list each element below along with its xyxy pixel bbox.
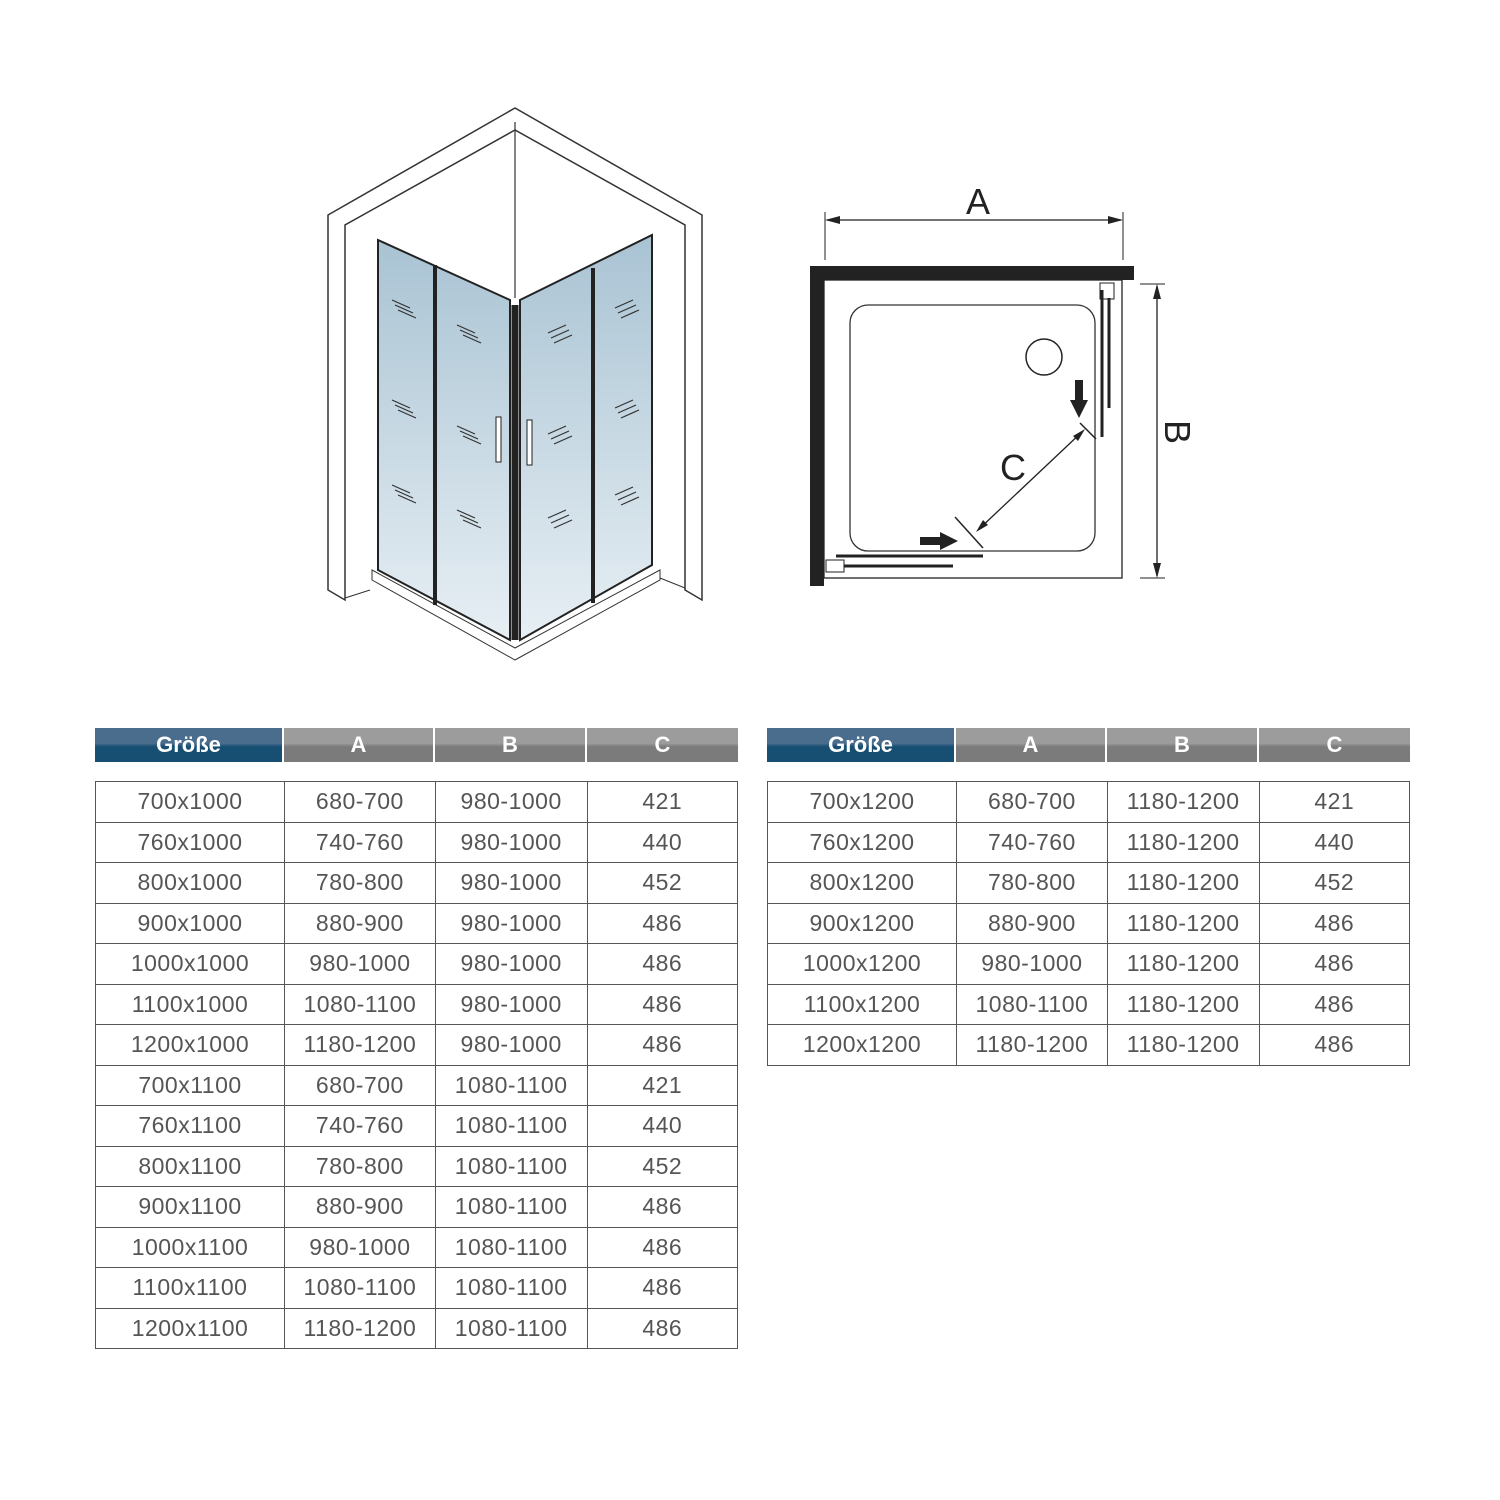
header-a: A <box>956 728 1107 762</box>
cell-size: 1000x1000 <box>96 944 285 985</box>
cell-c: 486 <box>587 944 738 985</box>
cell-b: 980-1000 <box>435 903 587 944</box>
cell-a: 780-800 <box>285 1146 436 1187</box>
table-row <box>768 863 1410 904</box>
cell-b: 1180-1200 <box>1107 863 1259 904</box>
cell-b: 1180-1200 <box>1107 1025 1259 1066</box>
cell-c: 486 <box>1259 903 1410 944</box>
cell-a: 1180-1200 <box>285 1025 436 1066</box>
table-row <box>96 863 738 904</box>
table-row <box>768 984 1410 1025</box>
cell-c: 452 <box>587 1146 738 1187</box>
cell-b: 980-1000 <box>435 822 587 863</box>
cell-size: 1100x1200 <box>768 984 957 1025</box>
cell-a: 980-1000 <box>285 944 436 985</box>
cell-a: 740-760 <box>285 1106 436 1147</box>
cell-a: 740-760 <box>285 822 436 863</box>
cell-size: 760x1100 <box>96 1106 285 1147</box>
cell-c: 486 <box>1259 944 1410 985</box>
cell-c: 486 <box>587 1187 738 1228</box>
header-c: C <box>1259 728 1410 762</box>
cell-size: 760x1000 <box>96 822 285 863</box>
cell-b: 980-1000 <box>435 944 587 985</box>
cell-c: 452 <box>587 863 738 904</box>
cell-size: 1100x1000 <box>96 984 285 1025</box>
table-row <box>96 1308 738 1349</box>
table-row <box>768 903 1410 944</box>
cell-size: 1000x1100 <box>96 1227 285 1268</box>
cell-size: 1200x1000 <box>96 1025 285 1066</box>
cell-size: 800x1000 <box>96 863 285 904</box>
cell-c: 486 <box>587 984 738 1025</box>
cell-c: 486 <box>1259 984 1410 1025</box>
table-row <box>768 944 1410 985</box>
cell-a: 980-1000 <box>285 1227 436 1268</box>
table-row <box>96 903 738 944</box>
cell-c: 440 <box>587 1106 738 1147</box>
cell-a: 1080-1100 <box>285 1268 436 1309</box>
cell-a: 740-760 <box>957 822 1108 863</box>
cell-size: 1100x1100 <box>96 1268 285 1309</box>
cell-size: 900x1200 <box>768 903 957 944</box>
cell-a: 1080-1100 <box>957 984 1108 1025</box>
cell-size: 1200x1200 <box>768 1025 957 1066</box>
cell-b: 1080-1100 <box>435 1187 587 1228</box>
cell-a: 680-700 <box>285 1065 436 1106</box>
cell-b: 1080-1100 <box>435 1065 587 1106</box>
cell-b: 980-1000 <box>435 782 587 823</box>
table-row <box>768 822 1410 863</box>
table-row <box>96 1106 738 1147</box>
cell-c: 486 <box>587 903 738 944</box>
cell-c: 486 <box>587 1268 738 1309</box>
cell-a: 880-900 <box>957 903 1108 944</box>
table-row <box>96 782 738 823</box>
cell-b: 980-1000 <box>435 1025 587 1066</box>
size-table-right <box>767 781 1410 1066</box>
table-row <box>96 984 738 1025</box>
cell-size: 1200x1100 <box>96 1308 285 1349</box>
dimension-label-c: C <box>1000 447 1026 488</box>
cell-c: 452 <box>1259 863 1410 904</box>
isometric-shower-drawing <box>320 100 720 670</box>
cell-size: 700x1100 <box>96 1065 285 1106</box>
cell-a: 880-900 <box>285 1187 436 1228</box>
table-right-header <box>767 728 1410 762</box>
cell-b: 1180-1200 <box>1107 903 1259 944</box>
header-b: B <box>435 728 587 762</box>
size-table-left <box>95 781 738 1349</box>
header-a: A <box>284 728 435 762</box>
dimension-label-b: B <box>1157 419 1198 445</box>
cell-b: 1080-1100 <box>435 1308 587 1349</box>
table-row <box>96 1025 738 1066</box>
cell-c: 421 <box>587 782 738 823</box>
table-left-header <box>95 728 738 762</box>
cell-a: 780-800 <box>957 863 1108 904</box>
cell-a: 1180-1200 <box>285 1308 436 1349</box>
cell-size: 760x1200 <box>768 822 957 863</box>
cell-a: 1180-1200 <box>957 1025 1108 1066</box>
cell-b: 1080-1100 <box>435 1227 587 1268</box>
table-row <box>96 1187 738 1228</box>
cell-b: 1080-1100 <box>435 1106 587 1147</box>
cell-b: 1080-1100 <box>435 1268 587 1309</box>
cell-a: 680-700 <box>957 782 1108 823</box>
cell-c: 486 <box>587 1308 738 1349</box>
cell-c: 421 <box>587 1065 738 1106</box>
table-row <box>96 1065 738 1106</box>
cell-b: 1180-1200 <box>1107 822 1259 863</box>
cell-size: 900x1100 <box>96 1187 285 1228</box>
cell-b: 1180-1200 <box>1107 944 1259 985</box>
cell-c: 486 <box>587 1227 738 1268</box>
cell-c: 440 <box>587 822 738 863</box>
cell-c: 421 <box>1259 782 1410 823</box>
cell-size: 700x1000 <box>96 782 285 823</box>
header-size: Größe <box>767 728 956 762</box>
cell-b: 1080-1100 <box>435 1146 587 1187</box>
cell-a: 1080-1100 <box>285 984 436 1025</box>
table-row <box>96 1146 738 1187</box>
cell-size: 700x1200 <box>768 782 957 823</box>
dimension-label-a: A <box>965 181 991 222</box>
table-row <box>768 782 1410 823</box>
cell-c: 486 <box>587 1025 738 1066</box>
plan-view-drawing <box>800 180 1220 600</box>
cell-b: 1180-1200 <box>1107 984 1259 1025</box>
table-row <box>96 1268 738 1309</box>
header-c: C <box>587 728 738 762</box>
header-size: Größe <box>95 728 284 762</box>
cell-a: 980-1000 <box>957 944 1108 985</box>
table-row <box>768 1025 1410 1066</box>
cell-b: 980-1000 <box>435 984 587 1025</box>
cell-a: 680-700 <box>285 782 436 823</box>
cell-a: 880-900 <box>285 903 436 944</box>
cell-size: 800x1200 <box>768 863 957 904</box>
cell-c: 486 <box>1259 1025 1410 1066</box>
cell-size: 900x1000 <box>96 903 285 944</box>
table-row <box>96 944 738 985</box>
cell-size: 1000x1200 <box>768 944 957 985</box>
cell-b: 1180-1200 <box>1107 782 1259 823</box>
cell-a: 780-800 <box>285 863 436 904</box>
table-row <box>96 822 738 863</box>
cell-c: 440 <box>1259 822 1410 863</box>
header-b: B <box>1107 728 1259 762</box>
cell-b: 980-1000 <box>435 863 587 904</box>
cell-size: 800x1100 <box>96 1146 285 1187</box>
table-row <box>96 1227 738 1268</box>
